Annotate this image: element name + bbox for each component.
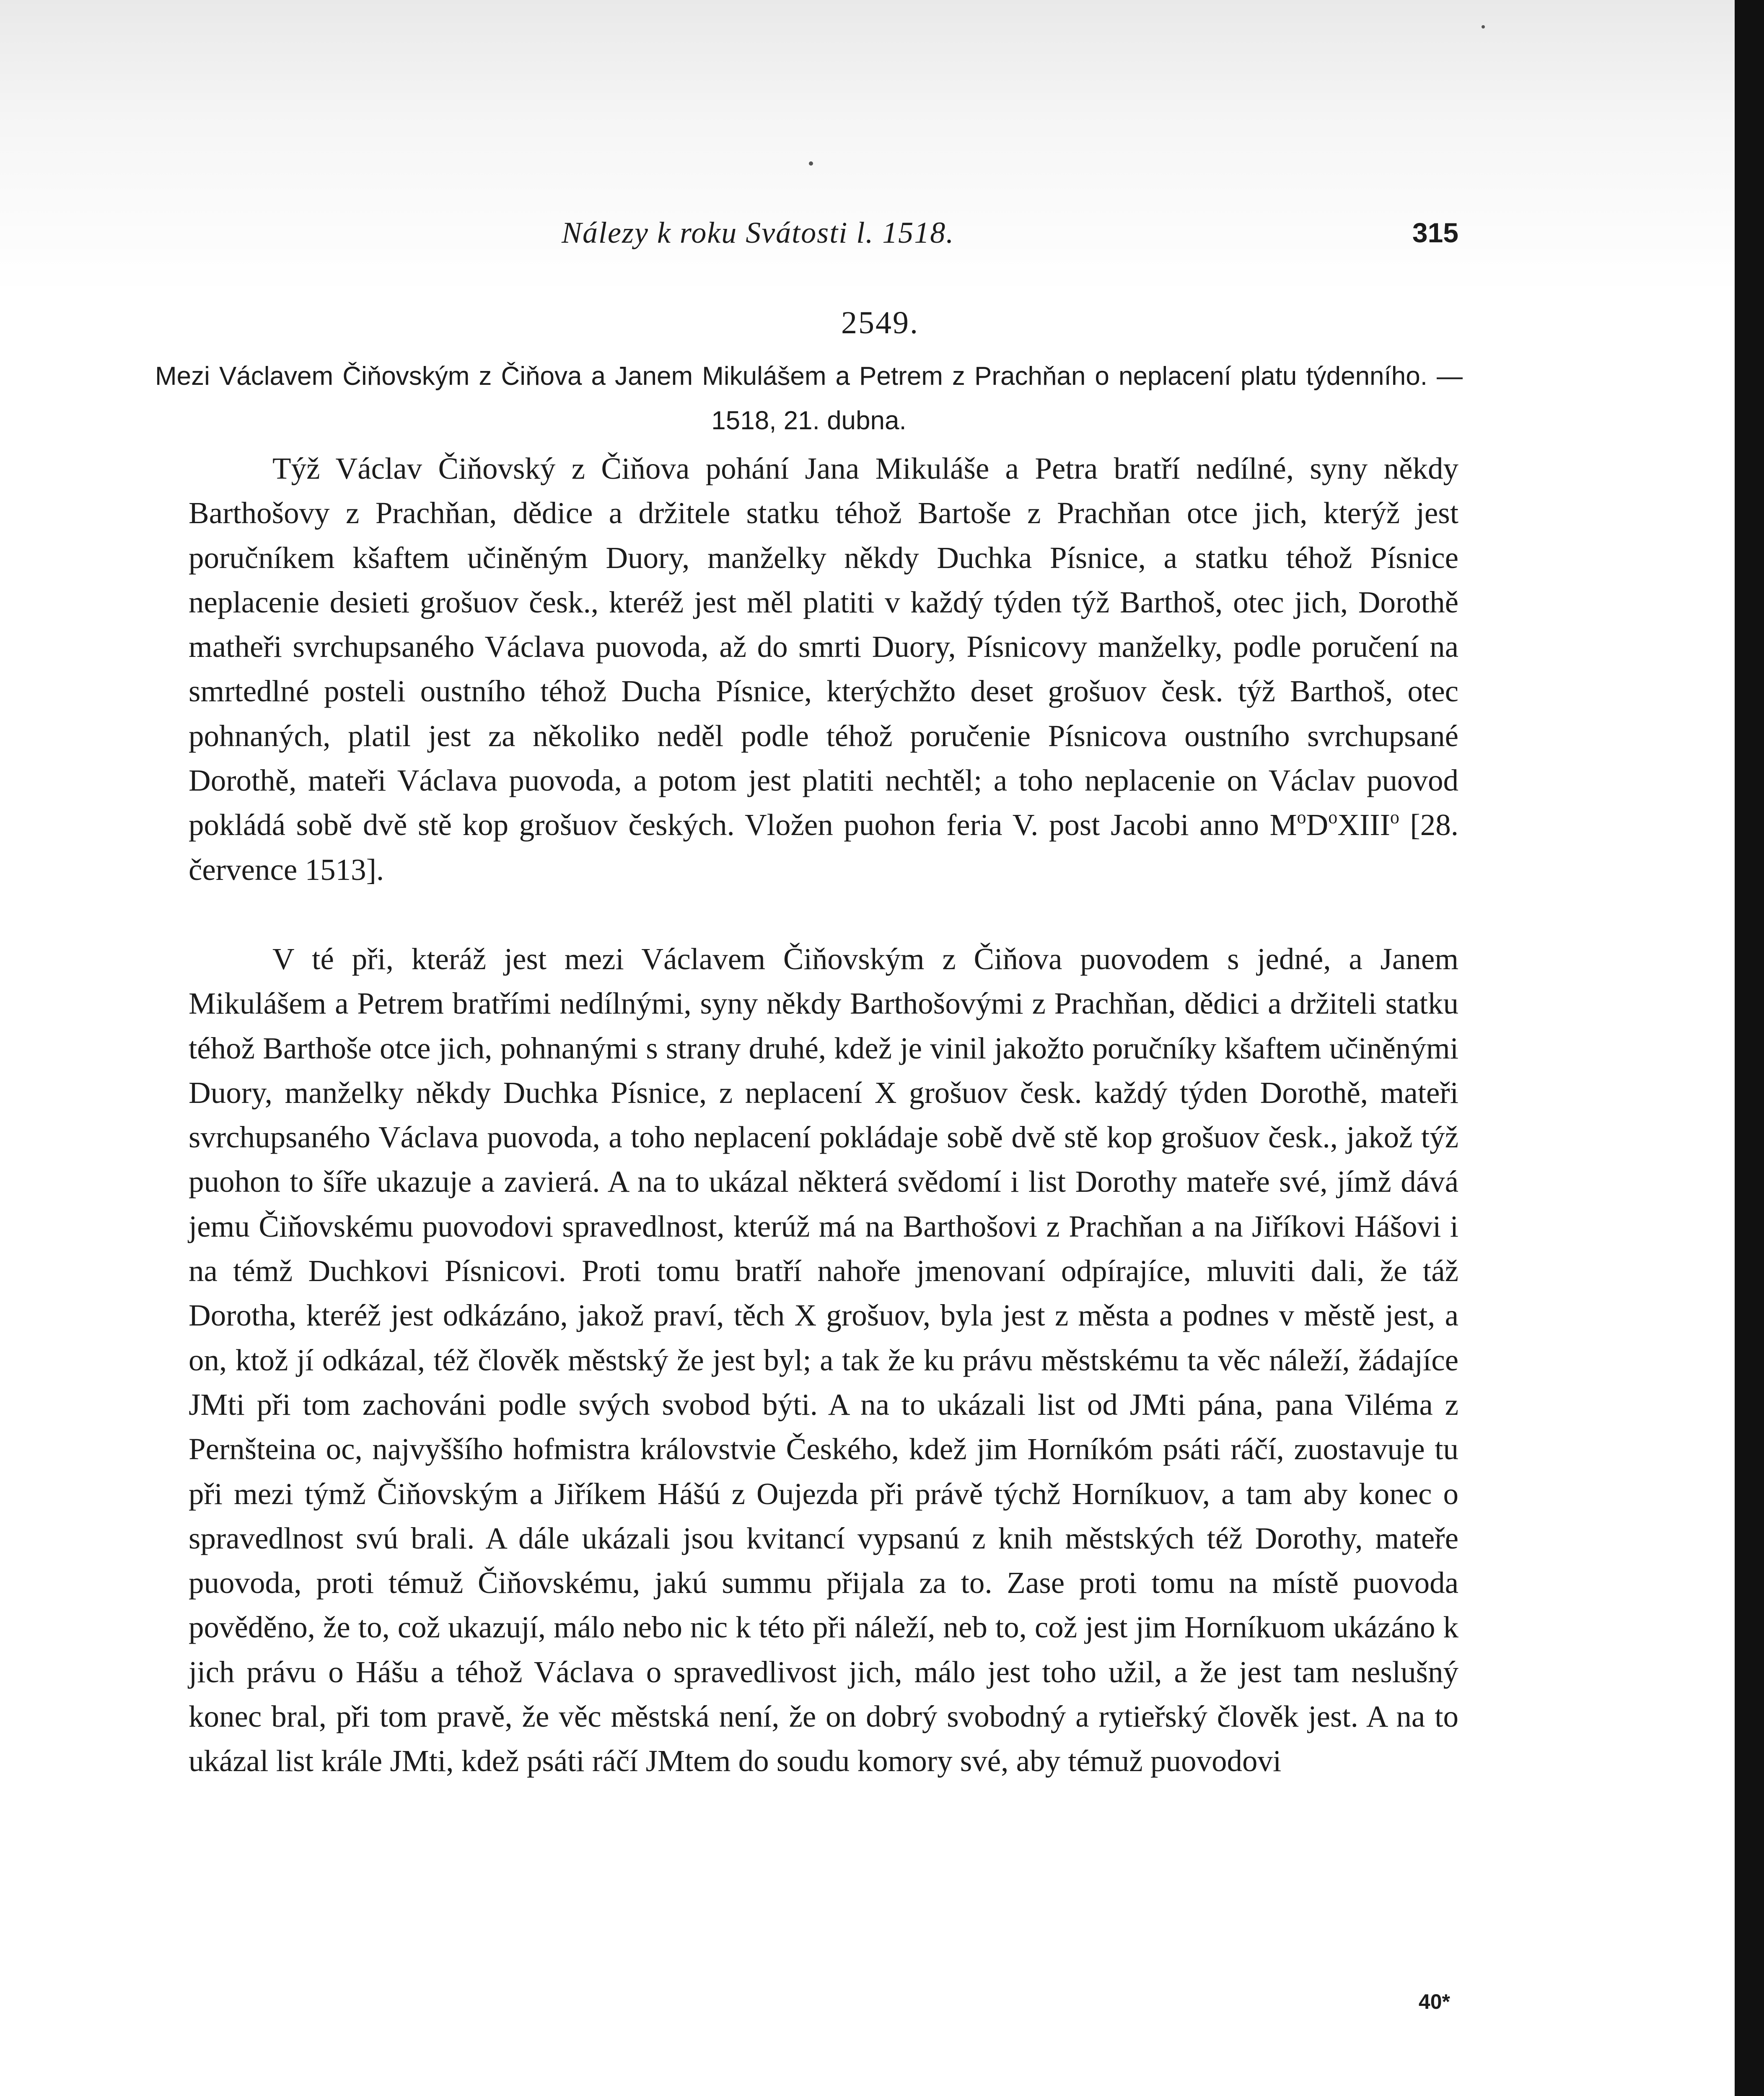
- roman-numeral: D: [1306, 808, 1329, 842]
- superscript: o: [1328, 807, 1338, 828]
- roman-numeral: XIII: [1337, 808, 1390, 842]
- superscript: o: [1390, 807, 1399, 828]
- superscript: o: [1297, 807, 1306, 828]
- entry-heading: Mezi Václavem Čiňovským z Čiňova a Janem Mikulášem a Petrem z Prachňan o neplacení platu týdenního. — 1518, 21. dubna.: [155, 362, 1463, 435]
- paragraph-1-date: [28. července 1513].: [189, 808, 1458, 887]
- page-number: 315: [1412, 217, 1458, 248]
- paragraph-1-text: Týž Václav Čiňovský z Čiňova pohání Jana Mikuláše a Petra bratří nedílné, syny někdy Barthošovy z Prachňan, dědice a držitele statku téhož Bartoše z Prachňan otce jich, kterýž jest poručníkem kšaftem učiněným Duory, manželky někdy Duchka Písnice, a statku téhož Písnice neplacenie desieti grošuov česk., kteréž jest měl platiti v každý týden týž Barthoš, otec jich, Dorothě matheři svrchupsaného Václava puovoda, až do smrti Duory, Písnicovy manželky, podle poručení na smrtedlné posteli oustního téhož Ducha Písnice, kterýchžto deset grošuov česk. týž Barthoš, otec pohnaných, platil jest za několiko neděl podle téhož poručenie Písnicova oustního svrchupsané Dorothě, mateři Václava puovoda, a potom jest platiti nechtěl; a toho neplacenie on Václav puovod pokládá sobě dvě stě kop grošuov českých. Vložen puohon feria V. post Jacobi anno M: [189, 451, 1458, 842]
- running-head: Nálezy k roku Svátosti l. 1518.: [562, 216, 955, 249]
- paragraph-1: [189, 446, 1458, 892]
- paragraph-2: V té při, kteráž jest mezi Václavem Čiňovským z Čiňova puovodem s jedné, a Janem Mikulášem a Petrem bratřími nedílnými, syny někdy Barthošovými z Prachňan, dědici a držiteli statku téhož Barthoše otce jich, pohnanými s strany druhé, kdež je vinil jakožto poručníky kšaftem učiněnými Duory, manželky někdy Duchka Písnice, z neplacení X grošuov česk. každý týden Dorothě, mateři svrchupsaného Václava puovoda, a toho neplacení pokládaje sobě dvě stě kop grošuov česk., jakož týž puohon to šíře ukazuje a zavierá. A na to ukázal některá svědomí i list Dorothy mateře své, jímž dává jemu Čiňovskému puovodovi spravedlnost, kterúž má na Barthošovi z Prachňan a na Jiříkovi Hášovi i na témž Duchkovi Písnicovi. Proti tomu bratří nahoře jmenovaní odpírajíce, mluviti dali, že táž Dorotha, kteréž jest odkázáno, jakož praví, těch X grošuov, byla jest z města a podnes v městě jest, a on, ktož jí odkázal, též člověk městský že jest byl; a tak že ku právu městskému ta věc náleží, žádajíce JMti při tom zachováni podle svých svobod býti. A na to ukázali list od JMti pána, pana Viléma z Pernšteina oc, najvyššího hofmistra královstvie Českého, kdež jim Horníkóm psáti ráčí, zuostavuje tu při mezi týmž Čiňovským a Jiříkem Hášú z Oujezda při právě týchž Horníkuov, a tam aby konec o spravedlnost svú brali. A dále ukázali jsou kvitancí vypsanú z knih městských též Dorothy, mateře puovoda, proti témuž Čiňovskému, jakú summu přijala za to. Zase proti tomu na místě puovoda pověděno, že to, což ukazují, málo nebo nic k této při náleží, neb to, což jest jim Horníkuom ukázáno k jich právu o Hášu a téhož Václava o spravedlivost jich, málo jest toho užil, a že jest tam neslušný konec bral, při tom pravě, že věc městská není, že on dobrý svobodný a rytieřský člověk jest. A na to ukázal list krále JMti, kdež psáti ráčí JMtem do soudu komory své, aby témuž puovodovi: [189, 942, 1458, 1778]
- signature-mark: 40*: [1418, 1990, 1450, 2013]
- entry-number: 2549.: [841, 305, 919, 340]
